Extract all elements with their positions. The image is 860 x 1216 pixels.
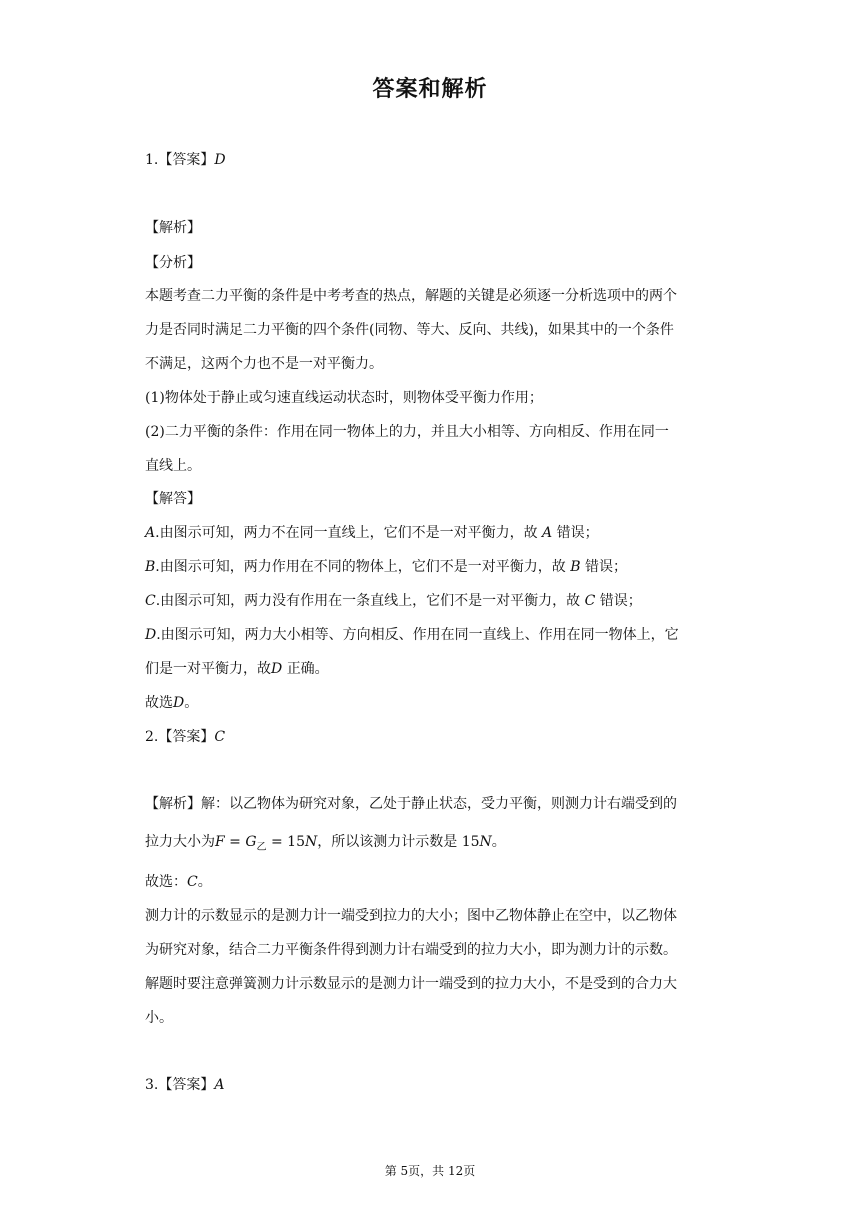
text: 。 [491,834,506,850]
option-ref: D [271,661,283,677]
formula-var: F [215,834,225,850]
q2-note-line: 解题时要注意弹簧测力计示数显示的是测力计一端受到的拉力大小，不是受到的合力大 [145,976,677,992]
q1-option-d [145,625,717,645]
q1-jiexi-heading: 【解析】 [145,220,201,236]
option-text: .由图示可知，两力作用在不同的物体上，它们不是一对平衡力，故 [155,559,566,575]
option-letter: C [145,593,156,609]
q2-jiexi-line: 【解析】解：以乙物体为研究对象，乙处于静止状态，受力平衡，则测力计右端受到的 [145,796,677,812]
q2-answer [145,727,717,747]
q1-choose [145,693,717,713]
formula-subscript: 乙 [256,841,267,853]
q2-note-line: 小。 [145,1010,173,1026]
unit: N [479,834,492,850]
formula-op: = 15 [266,834,305,850]
option-letter: D [145,627,157,643]
q2-choose [145,872,717,892]
option-text: 们是一对平衡力，故 [145,661,271,677]
q1-answer-label: 1.【答案】 [145,152,215,168]
choose-letter: C [187,874,198,890]
text: ，所以该测力计示数是 15 [317,834,480,850]
formula-op: = [224,834,246,850]
formula-var: G [245,834,257,850]
option-letter: B [145,559,156,575]
q1-analysis-line: 不满足，这两个力也不是一对平衡力。 [145,356,383,372]
q2-answer-letter: C [214,729,226,745]
q3-answer [145,1075,717,1095]
formula-unit: N [305,834,318,850]
choose-suffix: 。 [184,695,199,711]
q1-analysis-line: 本题考查二力平衡的条件是中考考查的热点，解题的关键是必须逐一分析选项中的两个 [145,288,677,304]
choose-letter: D [173,695,185,711]
q1-answer-letter: D [214,152,226,168]
option-ref: A [542,525,553,541]
option-text: .由图示可知，两力没有作用在一条直线上，它们不是一对平衡力，故 [155,593,581,609]
page-footer: 第 5页，共 12页 [384,1164,476,1178]
q1-analysis-line: (1)物体处于静止或匀速直线运动状态时，则物体受平衡力作用； [145,390,543,406]
q2-note-line: 测力计的示数显示的是测力计一端受到拉力的大小；图中乙物体静止在空中，以乙物体 [145,908,677,924]
option-text: .由图示可知，两力不在同一直线上，它们不是一对平衡力，故 [155,525,538,541]
choose-label: 故选： [145,874,187,890]
q3-answer-letter: A [214,1077,225,1093]
q2-note-line: 为研究对象，结合二力平衡条件得到测力计右端受到的拉力大小，即为测力计的示数。 [145,942,677,958]
option-tail: 正确。 [286,661,329,677]
text: 拉力大小为 [145,834,215,850]
q1-answer [145,150,717,170]
q1-option-b [145,557,717,577]
option-tail: 错误； [584,559,627,575]
q1-analysis-line: 力是否同时满足二力平衡的四个条件(同物、等大、反向、共线)，如果其中的一个条件 [145,322,674,338]
q1-option-a [145,523,717,543]
page-title: 答案和解析 [372,77,488,102]
q2-answer-label: 2.【答案】 [145,729,215,745]
option-ref: B [570,559,581,575]
option-letter: A [145,525,156,541]
q1-analysis-line: (2)二力平衡的条件：作用在同一物体上的力，并且大小相等、方向相反、作用在同一 [145,424,669,440]
q3-answer-label: 3.【答案】 [145,1077,215,1093]
q1-option-d-cont [145,659,717,679]
q1-option-c [145,591,717,611]
option-tail: 错误； [599,593,642,609]
q1-fenxi-heading: 【分析】 [145,255,201,271]
option-ref: C [584,593,596,609]
option-text: .由图示可知，两力大小相等、方向相反、作用在同一直线上、作用在同一物体上，它 [156,627,679,643]
q1-jieda-heading: 【解答】 [145,491,201,507]
choose-suffix: 。 [197,874,212,890]
choose-label: 故选 [145,695,173,711]
q2-formula-line [145,832,717,858]
option-tail: 错误； [556,525,599,541]
q1-analysis-line: 直线上。 [145,458,201,474]
